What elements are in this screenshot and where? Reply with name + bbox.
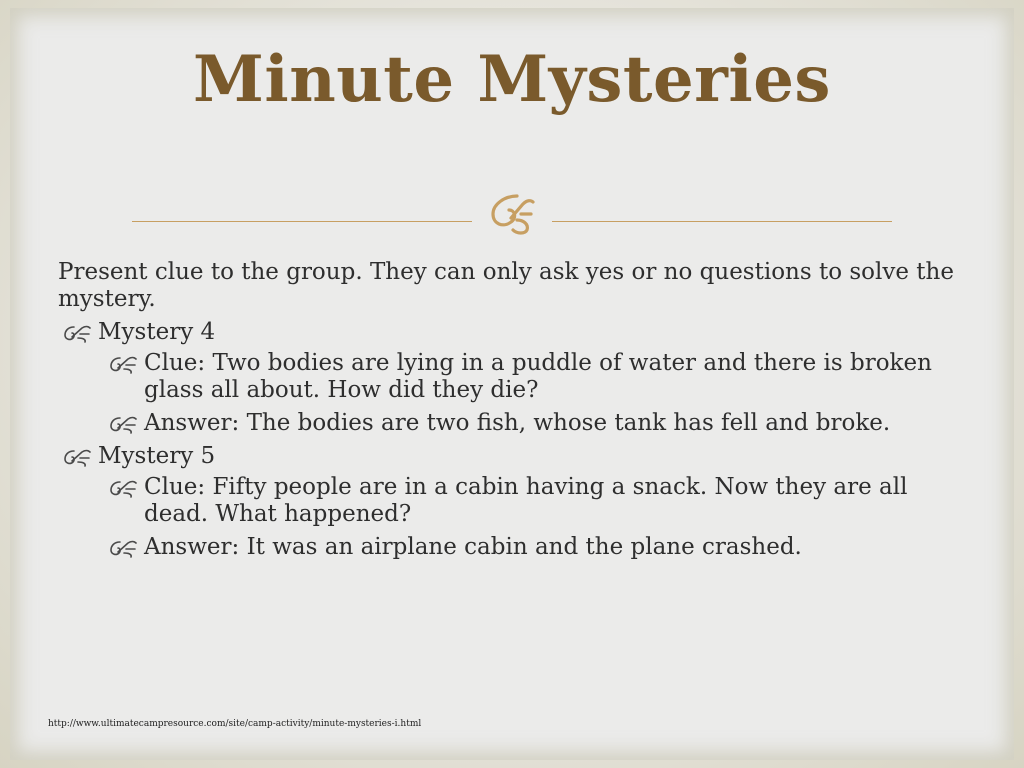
- fleuron-bullet-icon: [110, 540, 138, 558]
- title-divider: [132, 212, 892, 232]
- mystery-answer: [58, 534, 958, 561]
- intro-text: Present clue to the group. They can only ask yes or no questions to solve the mystery.: [58, 259, 954, 312]
- mystery-label: Mystery 4: [98, 319, 216, 345]
- slide-title: Minute Mysteries: [193, 42, 831, 117]
- mystery-item: [58, 443, 958, 470]
- answer-text: Answer: The bodies are two fish, whose tank has fell and broke.: [144, 410, 891, 436]
- mystery-label: Mystery 5: [98, 443, 216, 469]
- clue-text: Clue: Two bodies are lying in a puddle of water and there is broken glass all about. How did they die?: [144, 350, 932, 403]
- divider-line-right: [552, 221, 892, 222]
- source-link[interactable]: http://www.ultimatecampresource.com/site/camp-activity/minute-mysteries-i.html: [48, 719, 422, 729]
- divider-line-left: [132, 221, 472, 222]
- answer-text: Answer: It was an airplane cabin and the plane crashed.: [144, 534, 802, 560]
- slide-body: [58, 259, 958, 567]
- fleuron-bullet-icon: [110, 416, 138, 434]
- fleuron-ornament-icon: [487, 190, 537, 236]
- slide: [10, 8, 1014, 760]
- mystery-item: [58, 319, 958, 346]
- fleuron-bullet-icon: [110, 356, 138, 374]
- clue-text: Clue: Fifty people are in a cabin having a snack. Now they are all dead. What happened?: [144, 474, 908, 527]
- mystery-answer: [58, 410, 958, 437]
- mystery-clue: [58, 474, 958, 528]
- mystery-clue: [58, 350, 958, 404]
- fleuron-bullet-icon: [110, 480, 138, 498]
- fleuron-bullet-icon: [64, 325, 92, 343]
- fleuron-bullet-icon: [64, 449, 92, 467]
